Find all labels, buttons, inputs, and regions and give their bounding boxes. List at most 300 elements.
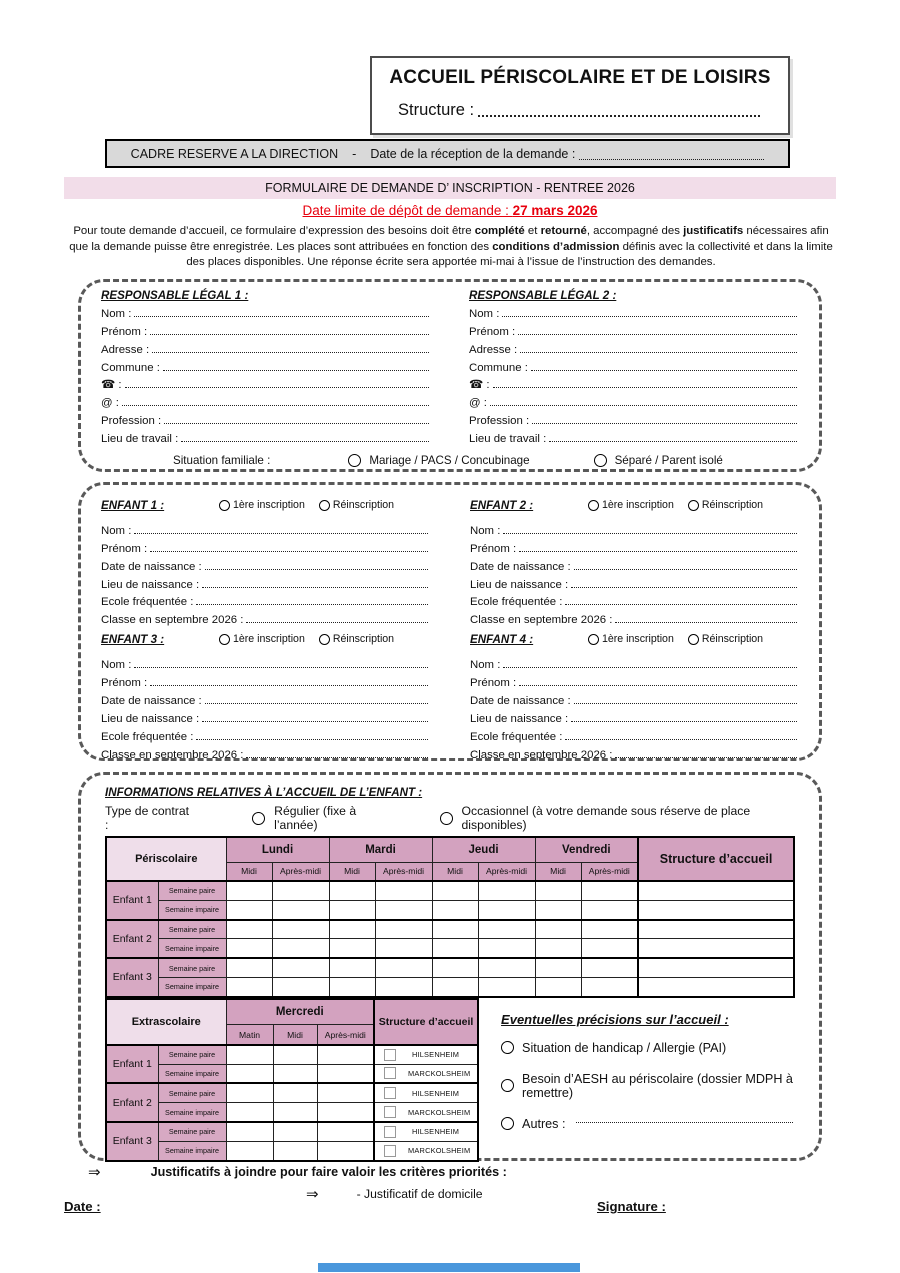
row-enfant-2: Enfant 2 bbox=[106, 1083, 158, 1122]
marckolsheim-label: MARCKOLSHEIM bbox=[408, 1068, 471, 1078]
field-date-naissance bbox=[101, 555, 430, 573]
subcol-midi: Midi bbox=[273, 1025, 317, 1045]
checkbox-hilsenheim[interactable] bbox=[384, 1049, 396, 1061]
structure-cell[interactable] bbox=[638, 920, 794, 939]
schedule-cell[interactable] bbox=[375, 920, 432, 939]
schedule-cell[interactable] bbox=[317, 1045, 374, 1064]
aesh-label: Besoin d’AESH au périscolaire (dossier MDPH à remettre) bbox=[522, 1071, 793, 1100]
schedule-cell[interactable] bbox=[272, 958, 329, 977]
field-date-naissance bbox=[470, 689, 799, 707]
enfant-3-block bbox=[101, 626, 430, 760]
handicap-label: Situation de handicap / Allergie (PAI) bbox=[522, 1040, 727, 1055]
schedule-cell[interactable] bbox=[581, 920, 638, 939]
schedule-cell[interactable] bbox=[273, 1122, 317, 1141]
input-line[interactable] bbox=[571, 587, 797, 588]
radio-aesh[interactable] bbox=[501, 1079, 514, 1092]
structure-accueil-header: Structure d’accueil bbox=[638, 837, 794, 881]
input-line[interactable] bbox=[532, 423, 797, 424]
schedule-cell[interactable] bbox=[478, 958, 535, 977]
input-line[interactable] bbox=[490, 405, 797, 406]
schedule-cell[interactable] bbox=[375, 939, 432, 958]
enfant-3-title: ENFANT 3 : bbox=[101, 632, 165, 646]
schedule-cell[interactable] bbox=[329, 920, 375, 939]
input-line[interactable] bbox=[531, 370, 797, 371]
schedule-cell[interactable] bbox=[329, 958, 375, 977]
accueil-title: INFORMATIONS RELATIVES À L’ACCUEIL DE L’ENFANT : bbox=[105, 786, 423, 799]
input-line[interactable] bbox=[571, 721, 797, 722]
justificatif-domicile: - Justificatif de domicile bbox=[356, 1187, 483, 1201]
input-line[interactable] bbox=[615, 622, 797, 623]
field-label: Nom : bbox=[469, 307, 500, 320]
input-line[interactable] bbox=[202, 587, 428, 588]
schedule-cell[interactable] bbox=[581, 881, 638, 900]
checkbox-marckolsheim[interactable] bbox=[384, 1067, 396, 1079]
schedule-cell[interactable] bbox=[432, 939, 478, 958]
day-header-vendredi: Vendredi bbox=[535, 837, 638, 862]
hilsenheim-label: HILSENHEIM bbox=[411, 1050, 460, 1060]
intro-bold-conditions: conditions d’admission bbox=[492, 240, 620, 253]
schedule-cell[interactable] bbox=[375, 881, 432, 900]
input-line[interactable] bbox=[246, 622, 428, 623]
field-ecole bbox=[101, 725, 430, 743]
field-label: Ecole fréquentée : bbox=[101, 596, 194, 609]
input-line[interactable] bbox=[565, 604, 797, 605]
schedule-cell[interactable] bbox=[535, 939, 581, 958]
row-enfant-3: Enfant 3 bbox=[106, 1122, 158, 1161]
schedule-cell[interactable] bbox=[226, 1141, 273, 1160]
input-line[interactable] bbox=[134, 667, 428, 668]
field-label: Date de naissance : bbox=[101, 695, 202, 708]
field-prenom bbox=[101, 537, 430, 555]
type-contrat-row bbox=[105, 804, 795, 832]
structure-cell[interactable] bbox=[638, 939, 794, 958]
field-label: Lieu de naissance : bbox=[101, 712, 200, 725]
reinscription-label: Réinscription bbox=[701, 499, 764, 511]
subcol-apres-midi: Après-midi bbox=[317, 1025, 374, 1045]
semaine-paire-label: Semaine paire bbox=[158, 1045, 226, 1064]
row-enfant-1: Enfant 1 bbox=[106, 1045, 158, 1084]
schedule-cell[interactable] bbox=[226, 881, 272, 900]
schedule-cell[interactable] bbox=[329, 900, 375, 919]
schedule-cell[interactable] bbox=[317, 1064, 374, 1083]
schedule-cell[interactable] bbox=[272, 977, 329, 996]
schedule-cell[interactable] bbox=[535, 920, 581, 939]
subcol-apres-midi: Après-midi bbox=[375, 862, 432, 881]
input-line[interactable] bbox=[152, 352, 429, 353]
section-accueil bbox=[78, 772, 822, 1161]
input-line[interactable] bbox=[205, 569, 428, 570]
schedule-cell[interactable] bbox=[273, 1045, 317, 1064]
input-line[interactable] bbox=[574, 703, 797, 704]
input-line[interactable] bbox=[150, 551, 428, 552]
field-label: Ecole fréquentée : bbox=[470, 730, 563, 743]
radio-reinscription[interactable] bbox=[319, 500, 330, 511]
schedule-cell[interactable] bbox=[273, 1103, 317, 1122]
input-line[interactable] bbox=[502, 316, 797, 317]
premiere-inscription-label: 1ère inscription bbox=[233, 499, 305, 511]
structure-input-line[interactable] bbox=[478, 115, 760, 117]
precision-handicap-row bbox=[501, 1041, 795, 1055]
field-label: Adresse : bbox=[101, 343, 150, 356]
field-classe bbox=[101, 743, 430, 761]
field-nom bbox=[469, 302, 799, 320]
schedule-cell[interactable] bbox=[375, 958, 432, 977]
schedule-cell[interactable] bbox=[317, 1103, 374, 1122]
semaine-impaire-label: Semaine impaire bbox=[158, 1141, 226, 1160]
subcol-apres-midi: Après-midi bbox=[478, 862, 535, 881]
direction-label: CADRE RESERVE A LA DIRECTION bbox=[130, 146, 339, 161]
input-line[interactable] bbox=[150, 334, 429, 335]
radio-occasionnel[interactable] bbox=[440, 812, 453, 825]
semaine-impaire-label: Semaine impaire bbox=[158, 1064, 226, 1083]
enfant-2-title: ENFANT 2 : bbox=[470, 498, 534, 512]
field-label: Classe en septembre 2026 : bbox=[470, 748, 613, 761]
input-line[interactable] bbox=[518, 334, 797, 335]
checkbox-marckolsheim[interactable] bbox=[384, 1145, 396, 1157]
row-enfant-2: Enfant 2 bbox=[106, 920, 158, 959]
input-line[interactable] bbox=[196, 739, 428, 740]
field-ecole bbox=[470, 591, 799, 609]
field-adresse bbox=[101, 338, 431, 356]
structure-accueil-header: Structure d’accueil bbox=[374, 999, 478, 1045]
field-label: Commune : bbox=[469, 361, 528, 374]
enfant-4-title: ENFANT 4 : bbox=[470, 632, 534, 646]
input-line[interactable] bbox=[163, 370, 429, 371]
intro-text: , accompagné des bbox=[586, 225, 684, 237]
radio-premiere-inscription[interactable] bbox=[588, 634, 599, 645]
arrow-icon: ⇒ bbox=[306, 1186, 319, 1203]
field-lieu-naissance bbox=[101, 707, 430, 725]
reinscription-label: Réinscription bbox=[332, 499, 395, 511]
intro-text: Pour toute demande d’accueil, ce formulaire d’expression des besoins doit être bbox=[73, 225, 475, 237]
subcol-apres-midi: Après-midi bbox=[581, 862, 638, 881]
schedule-cell[interactable] bbox=[226, 1122, 273, 1141]
schedule-cell[interactable] bbox=[581, 958, 638, 977]
reception-date-input-line[interactable] bbox=[579, 148, 764, 160]
field-lieu-naissance bbox=[470, 707, 799, 725]
occasionnel-label: Occasionnel (à votre demande sous réserve de place disponibles) bbox=[461, 804, 751, 832]
schedule-cell[interactable] bbox=[226, 958, 272, 977]
structure-cell[interactable] bbox=[638, 881, 794, 900]
field-label: Date de naissance : bbox=[101, 560, 202, 573]
field-nom bbox=[101, 653, 430, 671]
input-line[interactable] bbox=[134, 533, 428, 534]
input-line[interactable] bbox=[181, 441, 429, 442]
input-line[interactable] bbox=[574, 569, 797, 570]
page-title: ACCUEIL PÉRISCOLAIRE ET DE LOISIRS bbox=[389, 67, 771, 88]
signature-label: Signature : bbox=[597, 1199, 666, 1214]
schedule-cell[interactable] bbox=[272, 900, 329, 919]
radio-premiere-inscription[interactable] bbox=[588, 500, 599, 511]
schedule-cell[interactable] bbox=[432, 881, 478, 900]
input-line[interactable] bbox=[150, 685, 428, 686]
schedule-cell[interactable] bbox=[535, 977, 581, 996]
intro-text: et bbox=[524, 225, 541, 237]
schedule-cell[interactable] bbox=[535, 958, 581, 977]
schedule-cell[interactable] bbox=[317, 1141, 374, 1160]
field-email bbox=[101, 391, 431, 409]
precisions-block bbox=[479, 998, 795, 1148]
input-line[interactable] bbox=[519, 685, 797, 686]
at-icon: @ : bbox=[101, 397, 119, 410]
field-label: Ecole fréquentée : bbox=[470, 596, 563, 609]
schedule-cell[interactable] bbox=[432, 977, 478, 996]
marckolsheim-label: MARCKOLSHEIM bbox=[408, 1146, 471, 1156]
day-header-mardi: Mardi bbox=[329, 837, 432, 862]
schedule-cell[interactable] bbox=[581, 939, 638, 958]
input-line[interactable] bbox=[565, 739, 797, 740]
field-prenom bbox=[470, 537, 799, 555]
field-label: Lieu de naissance : bbox=[101, 578, 200, 591]
day-header-lundi: Lundi bbox=[226, 837, 329, 862]
schedule-cell[interactable] bbox=[581, 900, 638, 919]
field-ecole bbox=[470, 725, 799, 743]
schedule-cell[interactable] bbox=[375, 900, 432, 919]
section-responsables bbox=[78, 279, 822, 472]
radio-separe[interactable] bbox=[594, 454, 607, 467]
schedule-cell[interactable] bbox=[329, 977, 375, 996]
schedule-cell[interactable] bbox=[226, 1083, 273, 1102]
premiere-inscription-label: 1ère inscription bbox=[233, 633, 305, 646]
schedule-cell[interactable] bbox=[226, 1103, 273, 1122]
schedule-cell[interactable] bbox=[478, 939, 535, 958]
input-line[interactable] bbox=[134, 316, 429, 317]
radio-autres[interactable] bbox=[501, 1117, 514, 1130]
input-line[interactable] bbox=[519, 551, 797, 552]
semaine-paire-label: Semaine paire bbox=[158, 958, 226, 977]
schedule-cell[interactable] bbox=[329, 939, 375, 958]
form-banner-title: FORMULAIRE DE DEMANDE D’ INSCRIPTION - RENTREE 2026 bbox=[265, 181, 635, 195]
field-date-naissance bbox=[470, 555, 799, 573]
input-line[interactable] bbox=[202, 721, 428, 722]
deadline-date: 27 mars 2026 bbox=[512, 203, 598, 218]
subcol-apres-midi: Après-midi bbox=[272, 862, 329, 881]
input-line[interactable] bbox=[520, 352, 797, 353]
field-label: Prénom : bbox=[101, 325, 148, 338]
input-line[interactable] bbox=[615, 757, 797, 758]
field-label: Lieu de travail : bbox=[469, 433, 547, 446]
field-lieu-travail bbox=[469, 427, 799, 445]
schedule-cell[interactable] bbox=[226, 920, 272, 939]
schedule-cell[interactable] bbox=[375, 977, 432, 996]
subcol-midi: Midi bbox=[432, 862, 478, 881]
field-profession bbox=[101, 409, 431, 427]
radio-handicap[interactable] bbox=[501, 1041, 514, 1054]
arrow-icon: ⇒ bbox=[88, 1164, 101, 1181]
semaine-impaire-label: Semaine impaire bbox=[158, 1103, 226, 1122]
field-commune bbox=[101, 356, 431, 374]
field-label: Commune : bbox=[101, 361, 160, 374]
field-adresse bbox=[469, 338, 799, 356]
schedule-cell[interactable] bbox=[273, 1083, 317, 1102]
field-label: Nom : bbox=[101, 524, 132, 537]
section-enfants bbox=[78, 482, 822, 761]
reinscription-label: Réinscription bbox=[701, 633, 764, 646]
schedule-cell[interactable] bbox=[478, 977, 535, 996]
radio-reinscription[interactable] bbox=[688, 634, 699, 645]
structure-cell[interactable] bbox=[638, 977, 794, 996]
row-enfant-1: Enfant 1 bbox=[106, 881, 158, 920]
option-mariage-label: Mariage / PACS / Concubinage bbox=[369, 454, 530, 468]
radio-reinscription[interactable] bbox=[319, 634, 330, 645]
structure-cell[interactable] bbox=[638, 958, 794, 977]
field-lieu-naissance bbox=[470, 573, 799, 591]
field-profession bbox=[469, 409, 799, 427]
direction-separator: - bbox=[352, 146, 357, 161]
checkbox-hilsenheim[interactable] bbox=[384, 1087, 396, 1099]
input-line[interactable] bbox=[196, 604, 428, 605]
input-line[interactable] bbox=[503, 667, 797, 668]
radio-mariage[interactable] bbox=[348, 454, 361, 467]
field-lieu-naissance bbox=[101, 573, 430, 591]
field-prenom bbox=[101, 320, 431, 338]
field-nom bbox=[470, 653, 799, 671]
field-classe bbox=[470, 608, 799, 626]
phone-icon: ☎ : bbox=[101, 379, 122, 392]
field-label: Profession : bbox=[469, 415, 530, 428]
schedule-cell[interactable] bbox=[535, 881, 581, 900]
schedule-cell[interactable] bbox=[535, 900, 581, 919]
semaine-paire-label: Semaine paire bbox=[158, 881, 226, 900]
semaine-paire-label: Semaine paire bbox=[158, 1122, 226, 1141]
input-line[interactable] bbox=[549, 441, 797, 442]
field-classe bbox=[101, 608, 430, 626]
hilsenheim-label: HILSENHEIM bbox=[411, 1088, 460, 1098]
periscolaire-corner: Périscolaire bbox=[106, 837, 226, 881]
field-label: Classe en septembre 2026 : bbox=[470, 614, 613, 627]
hilsenheim-label: HILSENHEIM bbox=[411, 1127, 460, 1137]
field-prenom bbox=[469, 320, 799, 338]
day-header-mercredi: Mercredi bbox=[226, 999, 374, 1025]
input-line[interactable] bbox=[125, 387, 429, 388]
input-line[interactable] bbox=[576, 1122, 793, 1123]
schedule-cell[interactable] bbox=[272, 881, 329, 900]
field-label: Ecole fréquentée : bbox=[101, 730, 194, 743]
enfant-1-block bbox=[101, 492, 430, 626]
field-label: Prénom : bbox=[469, 325, 516, 338]
semaine-impaire-label: Semaine impaire bbox=[158, 977, 226, 996]
structure-label: Structure : bbox=[398, 101, 475, 119]
responsable-2-column bbox=[469, 289, 799, 445]
schedule-cell[interactable] bbox=[581, 977, 638, 996]
extrascolaire-corner: Extrascolaire bbox=[106, 999, 226, 1045]
option-separe-label: Séparé / Parent isolé bbox=[614, 454, 723, 468]
enfant-4-block bbox=[470, 626, 799, 760]
form-banner bbox=[64, 177, 836, 199]
intro-bold-justificatifs: justificatifs bbox=[683, 225, 744, 237]
regulier-label: Régulier (fixe à l’année) bbox=[274, 804, 357, 832]
schedule-cell[interactable] bbox=[317, 1122, 374, 1141]
input-line[interactable] bbox=[122, 405, 429, 406]
justificatifs-title: Justificatifs à joindre pour faire valoir les critères priorités : bbox=[150, 1165, 507, 1179]
radio-premiere-inscription[interactable] bbox=[219, 634, 230, 645]
field-label: Lieu de naissance : bbox=[470, 712, 569, 725]
schedule-cell[interactable] bbox=[478, 900, 535, 919]
field-nom bbox=[470, 519, 799, 537]
intro-paragraph bbox=[68, 224, 834, 271]
schedule-cell[interactable] bbox=[273, 1064, 317, 1083]
schedule-cell[interactable] bbox=[272, 939, 329, 958]
schedule-cell[interactable] bbox=[226, 900, 272, 919]
precision-aesh-row bbox=[501, 1072, 795, 1100]
schedule-cell[interactable] bbox=[226, 1064, 273, 1083]
schedule-cell[interactable] bbox=[317, 1083, 374, 1102]
schedule-cell[interactable] bbox=[272, 920, 329, 939]
intro-bold-complete: complété bbox=[474, 225, 525, 237]
field-prenom bbox=[101, 671, 430, 689]
input-line[interactable] bbox=[164, 423, 429, 424]
input-line[interactable] bbox=[503, 533, 797, 534]
reinscription-label: Réinscription bbox=[332, 633, 395, 646]
field-label: Nom : bbox=[470, 524, 501, 537]
date-label: Date : bbox=[64, 1199, 101, 1214]
subcol-matin: Matin bbox=[226, 1025, 273, 1045]
semaine-impaire-label: Semaine impaire bbox=[158, 939, 226, 958]
subcol-midi: Midi bbox=[535, 862, 581, 881]
field-telephone bbox=[101, 374, 431, 392]
schedule-cell[interactable] bbox=[226, 977, 272, 996]
premiere-inscription-label: 1ère inscription bbox=[602, 633, 674, 646]
field-label: Classe en septembre 2026 : bbox=[101, 614, 244, 627]
checkbox-hilsenheim[interactable] bbox=[384, 1126, 396, 1138]
schedule-cell[interactable] bbox=[432, 900, 478, 919]
input-line[interactable] bbox=[205, 703, 428, 704]
schedule-cell[interactable] bbox=[273, 1141, 317, 1160]
precision-autres-row bbox=[501, 1117, 795, 1131]
type-contrat-label: Type de contrat : bbox=[105, 804, 190, 832]
schedule-cell[interactable] bbox=[432, 920, 478, 939]
field-label: Date de naissance : bbox=[470, 695, 571, 708]
schedule-cell[interactable] bbox=[478, 920, 535, 939]
schedule-cell[interactable] bbox=[478, 881, 535, 900]
field-label: Prénom : bbox=[470, 542, 517, 555]
field-telephone bbox=[469, 374, 799, 392]
field-label: Lieu de travail : bbox=[101, 433, 179, 446]
intro-text: nécessaires afin que la demande puisse être enregistrée. Les places sont attribuées en fonction des bbox=[69, 225, 829, 253]
checkbox-marckolsheim[interactable] bbox=[384, 1106, 396, 1118]
field-label: Adresse : bbox=[469, 343, 518, 356]
title-box bbox=[370, 56, 790, 135]
field-label: Prénom : bbox=[101, 677, 148, 690]
responsable-2-title: RESPONSABLE LÉGAL 2 : bbox=[469, 289, 617, 302]
direction-reserved-bar bbox=[105, 139, 790, 168]
structure-cell[interactable] bbox=[638, 900, 794, 919]
situation-label: Situation familiale : bbox=[173, 454, 271, 468]
radio-reinscription[interactable] bbox=[688, 500, 699, 511]
field-commune bbox=[469, 356, 799, 374]
schedule-cell[interactable] bbox=[432, 958, 478, 977]
responsable-1-column bbox=[101, 289, 431, 445]
field-lieu-travail bbox=[101, 427, 431, 445]
field-nom bbox=[101, 302, 431, 320]
field-label: Lieu de naissance : bbox=[470, 578, 569, 591]
field-label: Classe en septembre 2026 : bbox=[101, 748, 244, 761]
field-label: Profession : bbox=[101, 415, 162, 428]
field-label: Date de naissance : bbox=[470, 560, 571, 573]
semaine-paire-label: Semaine paire bbox=[158, 920, 226, 939]
marckolsheim-label: MARCKOLSHEIM bbox=[408, 1107, 471, 1117]
schedule-cell[interactable] bbox=[226, 1045, 273, 1064]
input-line[interactable] bbox=[246, 757, 428, 758]
radio-premiere-inscription[interactable] bbox=[219, 500, 230, 511]
radio-regulier[interactable] bbox=[252, 812, 265, 825]
schedule-cell[interactable] bbox=[329, 881, 375, 900]
row-enfant-3: Enfant 3 bbox=[106, 958, 158, 997]
field-label: Prénom : bbox=[470, 677, 517, 690]
schedule-cell[interactable] bbox=[226, 939, 272, 958]
input-line[interactable] bbox=[493, 387, 797, 388]
field-prenom bbox=[470, 671, 799, 689]
